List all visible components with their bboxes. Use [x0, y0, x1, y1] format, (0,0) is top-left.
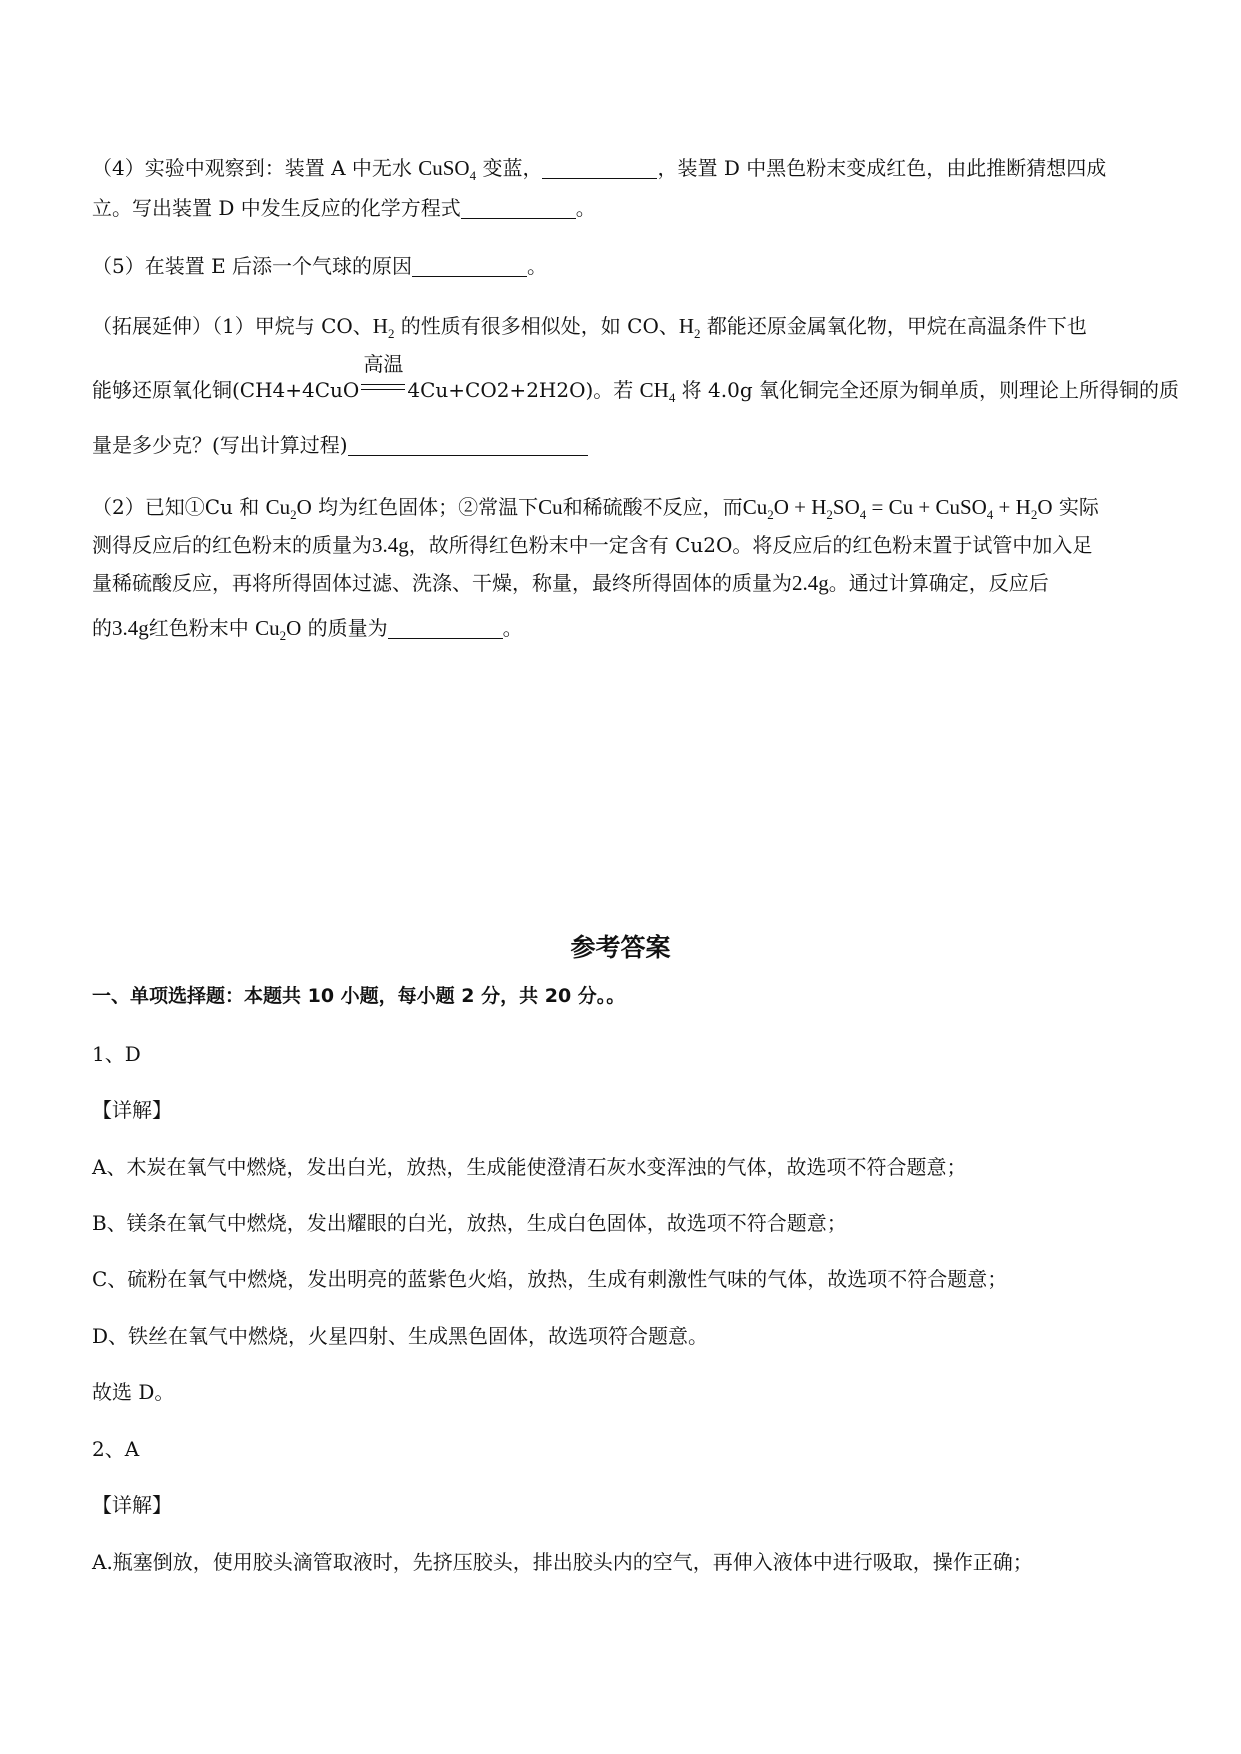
ext1-text-e: 4Cu+CO2+2H2O)。若	[407, 378, 640, 402]
answer-blank[interactable]	[412, 256, 527, 277]
ext2-text-c: 和稀硫酸不反应，而	[562, 495, 743, 519]
option-d-explanation: D、铁丝在氧气中燃烧，火星四射、生成黑色固体，故选项符合题意。	[92, 1324, 709, 1348]
q4-line1	[92, 155, 1106, 189]
q4-text-c: ，装置 D 中黑色粉末变成红色，由此推断猜想四成	[657, 156, 1107, 180]
q4-line2	[92, 195, 596, 221]
detail-label-2: 【详解】	[92, 1493, 172, 1517]
ext1-line3	[92, 432, 588, 458]
ext1-line2	[92, 352, 1180, 411]
q4-text-d: 立。写出装置 D 中发生反应的化学方程式	[92, 196, 461, 220]
q4-text-a: （4）实验中观察到：装置 A 中无水	[92, 156, 419, 180]
eq-part: + H	[993, 495, 1031, 519]
ext2-text-h: 。通过计算确定，反应后	[828, 571, 1049, 595]
reaction-condition	[359, 352, 407, 399]
chem-sub: 2	[290, 507, 297, 522]
ext2-text-j: 红色粉末中	[148, 616, 256, 640]
option-a-explanation: A、木炭在氧气中燃烧，发出白光，放热，生成能使澄清石灰水变浑浊的气体，故选项不符合题意；	[92, 1155, 967, 1179]
chem-sub: 2	[1030, 507, 1038, 522]
chem-cu2o: Cu	[255, 616, 280, 640]
choose-line: 故选 D。	[92, 1380, 175, 1404]
ext2-text-e: 测得反应后的红色粉末的质量为	[92, 533, 372, 557]
eq-part: O	[1037, 495, 1053, 519]
option-a2-explanation: A.瓶塞倒放，使用胶头滴管取液时，先挤压胶头，排出胶头内的空气，再伸入液体中进行吸取，操作正确；	[92, 1550, 1033, 1574]
ext2-line1	[92, 494, 1099, 528]
chem-cu2o: Cu	[265, 495, 291, 519]
chem-sub: 2	[826, 507, 833, 522]
chem-sub: 4	[859, 507, 867, 522]
chem-o: O	[296, 495, 312, 519]
section-heading: 一、单项选择题：本题共 10 小题，每小题 2 分，共 20 分。。	[92, 985, 626, 1007]
condition-label: 高温	[363, 352, 404, 376]
ext1-text-g: 量是多少克？(写出计算过程)	[92, 433, 348, 457]
answer-q2: 2、A	[92, 1437, 140, 1461]
ext1-line1	[92, 313, 1087, 347]
mass-value: 3.4g	[372, 533, 409, 557]
equals-sign	[361, 384, 405, 390]
ext2-text-f: ，故所得红色粉末中一定含有 Cu2O。将反应后的红色粉末置于试管中加入足	[408, 533, 1093, 557]
option-c-explanation: C、硫粉在氧气中燃烧，发出明亮的蓝紫色火焰，放热，生成有刺激性气味的气体，故选项不符合题意；	[92, 1267, 1008, 1291]
chem-sub: 2	[279, 628, 287, 643]
chem-cuso4: CuSO	[418, 156, 470, 180]
option-b-explanation: B、镁条在氧气中燃烧，发出耀眼的白光，放热，生成白色固体，故选项不符合题意；	[92, 1211, 847, 1235]
chem-sub: 2	[767, 507, 774, 522]
chem-sub: 4	[986, 507, 994, 522]
q5-line	[92, 253, 547, 279]
chem-o: O	[286, 616, 302, 640]
answers-title: 参考答案	[570, 933, 671, 962]
chem-sub: 4	[469, 168, 477, 183]
chem-h2: H	[372, 314, 388, 338]
answer-blank[interactable]	[348, 435, 588, 456]
eq-part: Cu	[742, 495, 768, 519]
ext2-text-i: 的	[92, 616, 112, 640]
chem-sub: 4	[668, 390, 676, 405]
q4-text-b: 变蓝，	[476, 156, 543, 180]
eq-part: O + H	[773, 495, 827, 519]
reaction-equation	[742, 495, 1053, 522]
chem-sub: 2	[387, 326, 395, 341]
ext1-text-c: 都能还原金属氧化物，甲烷在高温条件下也	[700, 314, 1087, 338]
detail-label: 【详解】	[92, 1098, 172, 1122]
ext2-text-k: 的质量为	[301, 616, 388, 640]
q4-text-e: 。	[575, 196, 596, 220]
ext1-text-d: 能够还原氧化铜(CH4+4CuO	[92, 378, 360, 402]
answer-blank[interactable]	[461, 198, 576, 219]
q5-end: 。	[527, 254, 548, 278]
mass-value: 2.4g	[792, 571, 829, 595]
ext1-text-a: （拓展延伸）（1）甲烷与 CO、	[92, 314, 373, 338]
ext2-text-l: 。	[502, 616, 523, 640]
ext2-text-a: （2）已知①Cu 和	[92, 495, 266, 519]
answer-blank[interactable]	[388, 618, 503, 639]
chem-ch4: CH	[639, 378, 669, 402]
eq-part: SO	[832, 495, 860, 519]
chem-h2: H	[678, 314, 695, 338]
q5-text: （5）在装置 E 后添一个气球的原因	[92, 254, 413, 278]
chem-sub: 2	[694, 326, 701, 341]
ext2-line4	[92, 615, 523, 649]
ext2-text-g: 量稀硫酸反应，再将所得固体过滤、洗涤、干燥，称量，最终所得固体的质量为	[92, 571, 792, 595]
ext2-line2	[92, 532, 1092, 558]
chem-cu: Cu	[538, 495, 563, 519]
mass-value: 3.4g	[112, 616, 149, 640]
ext2-text-d: 实际	[1052, 495, 1099, 519]
answer-q1: 1、D	[92, 1042, 141, 1066]
eq-part: = Cu + CuSO	[866, 495, 987, 519]
ext2-line3	[92, 570, 1049, 596]
answer-blank[interactable]	[542, 158, 657, 179]
ext2-text-b: 均为红色固体；②常温下	[311, 495, 539, 519]
ext1-text-f: 将 4.0g 氧化铜完全还原为铜单质，则理论上所得铜的质	[675, 378, 1180, 402]
ext1-text-b: 的性质有很多相似处，如 CO、	[394, 314, 679, 338]
